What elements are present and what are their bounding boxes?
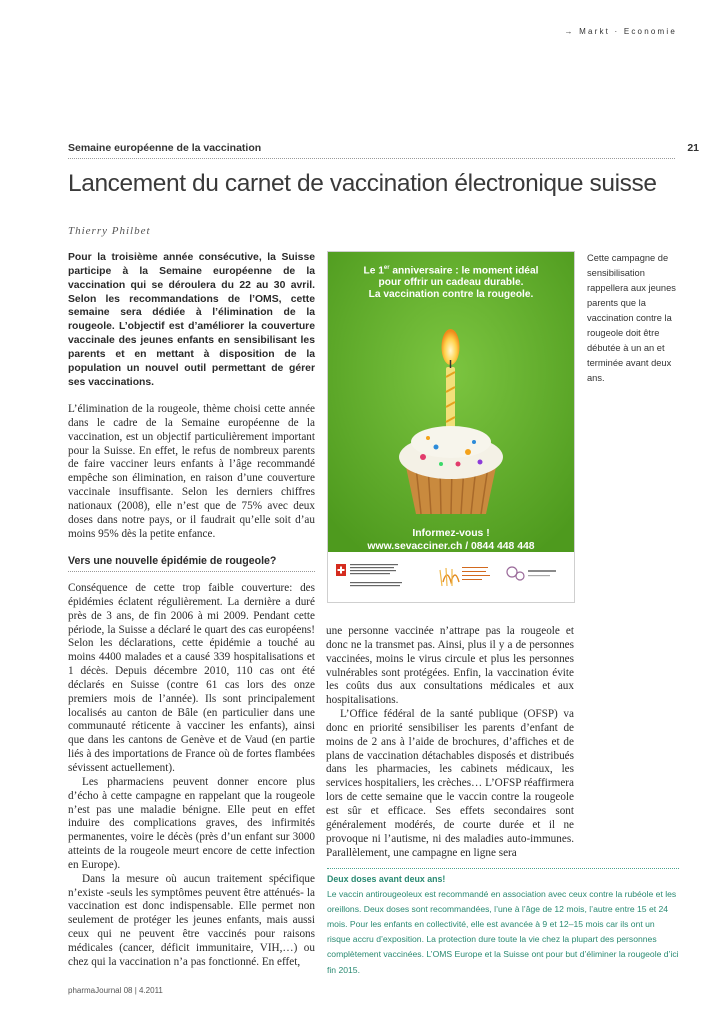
cupcake [399, 426, 503, 514]
info-box-divider [327, 868, 679, 869]
article-body-intro [68, 403, 315, 541]
section-label: Semaine européenne de la vaccination [68, 142, 262, 154]
info-box-title: Deux doses avant deux ans! [327, 874, 446, 884]
poster-caption: Cette campagne de sensibilisation rappellera aux jeunes parents que la vaccination contre la rougeole doit être débutée à un an et terminée avant deux ans. [587, 253, 676, 383]
article-body-column-right [326, 625, 574, 860]
paragraph: L’Office fédéral de la santé publique (OFSP) va donc en priorité sensibiliser les parents d’enfant de moins de 2 ans à l’aide de brochures, d’affiches et de plans de vaccination détachables disposés et distribués dans les pharmacies, les cabinets médicaux, les services hospitaliers, les crèches… L’OFSP réaffirmera lors de cette semaine que le vaccin contre la rougeole est sûr et efficace. Ses effets secondaires sont généralement modérés, de courte durée et il ne provoque ni l’autisme, ni des maladies auto-immunes. Parallèlement, une campagne en ligne sera [326, 708, 574, 859]
footer-issue: pharmaJournal 08 | 4.2011 [68, 986, 163, 995]
partner-logo [507, 567, 556, 580]
poster-call-to-action: Informez-vous ! www.sevacciner.ch / 0844 448 448 [367, 528, 535, 552]
paragraph: une personne vaccinée n’attrape pas la rougeole et donc ne la transmet pas. Ainsi, plus il y a de personnes vaccinées, moins le virus circule et plus les personnes vulnérables sont protégées. Enfin, la vaccination évite les coûts dus aux consultations médicales et aux hospitalisations. [326, 625, 574, 707]
section-divider [68, 158, 675, 159]
poster-logo-strip [328, 552, 574, 602]
info-box [327, 868, 679, 978]
section-nav: → Markt · Economie [564, 27, 677, 36]
paragraph: Conséquence de cette trop faible couverture: des épidémies éclatent régulièrement. La dernière a duré près de 3 ans, de fin 2006 à mi 2009. Pendant cette période, la Suisse a déclaré le quart des cas européens! Selon les déclarations, cette épidémie a touché au moins 4400 malades et a causé 339 hospitalisations et 1 décès. Depuis décembre 2010, 110 cas ont été déclarés en Suisse (contre 61 cas lors des onze premiers mois de l’année). Ils sont principalement localisés au canton de Bâle (en particulier dans une communauté réticente à vacciner les enfants), ainsi que dans les cantons de Genève et de Vaud (en partie liés à des importations de France où de fortes flambées sévissent actuellement). [68, 582, 315, 774]
article-title: Lancement du carnet de vaccination électronique suisse [68, 170, 657, 197]
candle-flame [442, 329, 460, 365]
article-author: Thierry Philbet [68, 225, 151, 237]
article-lead: Pour la troisième année consécutive, la Suisse participe à la Semaine européenne de la vaccination qui se déroulera du 22 au 30 avril. Selon les recommandations de l’OMS, cette semaine sera dédiée à l’élimination de la rougeole. L’objectif est d’améliorer la couverture vaccinale des jeunes enfants en sensibilisant les parents et en mettant à disposition de la population un nouvel outil permettant de gérer ses vaccinations. [68, 252, 315, 388]
paragraph: Les pharmaciens peuvent donner encore plus d’écho à cette campagne en rappelant que la rougeole n’est pas une maladie bénigne. Elle peut en effet induire des complications graves, des infirmités permanentes, voire le décès (près d’un enfant sur 3000 atteints de la rougeole meurt encore de cette infection en Europe). [68, 775, 315, 871]
info-box-text: Le vaccin antirougeoleux est recommandé en association avec ceux contre la rubéole et les oreillons. Deux doses sont recommandées, l’une à l’âge de 12 mois, l’autre entre 15 et 24 mois. Pour les enfants en collectivité, elle est avancée à 9 et 12–15 mois car ils ont un risque accru d’exposition. La protection dure toute la vie chez la plupart des personnes complètement vaccinées. L’OMS Europe et la Suisse ont pour but d’éliminer la rougeole d’ici fin 2015. [327, 888, 679, 975]
article-body-column-left [68, 582, 315, 970]
page-number: 21 [687, 142, 699, 154]
campaign-poster [327, 251, 575, 603]
sponsor-logos [328, 552, 574, 602]
who-europe-logo [440, 567, 490, 586]
poster-image [328, 252, 574, 552]
article-subheading: Vers une nouvelle épidémie de rougeole? [68, 555, 315, 572]
paragraph: L’élimination de la rougeole, thème choisi cette année dans le cadre de la Semaine européenne de la vaccination, est un objectif particulièrement important pour la Suisse. En effet, le refus de nombreux parents de faire vacciner leurs enfants à l’âge recommandé empêche son élimination, en raison d’une couverture vaccinale insuffisante. Selon les derniers chiffres nationaux (2008), elle n’est que de 75% avec deux doses dans notre pays, or il faudrait qu’elle soit d’au moins 95% dès la petite enfance. [68, 403, 315, 540]
paragraph: Dans la mesure où aucun traitement spécifique n’existe -seuls les symptômes peuvent être atténués- la vaccination est donc indispensable. Elle permet non seulement de protéger les jeunes enfants, mais aussi ceux qui ne peuvent être vaccinés pour raisons médicales (cancer, déficit immunitaire, VIH,…) ou chez qui la vaccination n’a pas fonctionné. En effet, [68, 872, 315, 968]
poster-headline: Le 1er anniversaire : le moment idéal pour offrir un cadeau durable. La vaccination contre la rougeole. [363, 265, 539, 301]
